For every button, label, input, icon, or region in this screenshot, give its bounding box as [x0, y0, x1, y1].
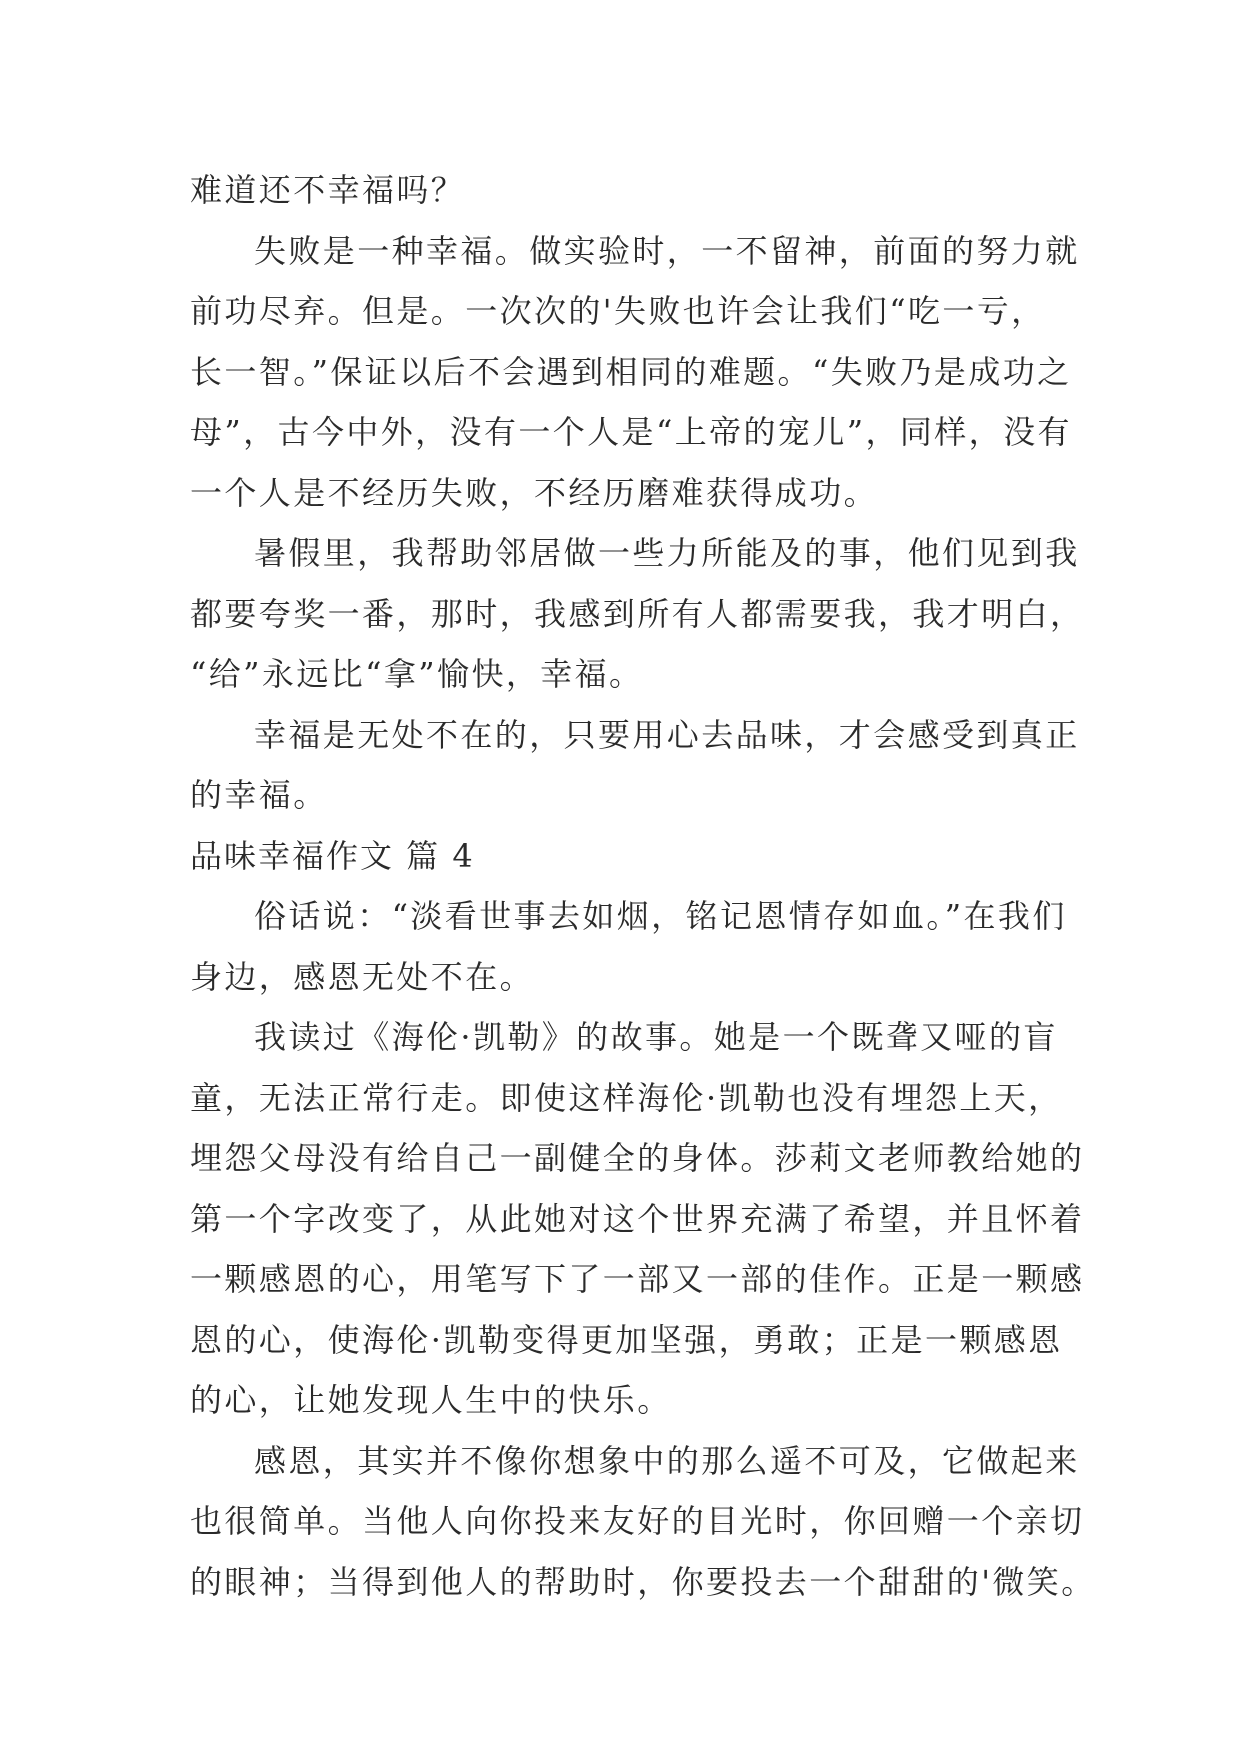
text-line: 俗话说：“淡看世事去如烟，铭记恩情存如血。”在我们 [254, 897, 1067, 935]
text-line: 的幸福。 [190, 776, 328, 814]
text-line: 的心，让她发现人生中的快乐。 [190, 1381, 672, 1419]
text-line: 感恩，其实并不像你想象中的那么遥不可及，它做起来 [254, 1441, 1080, 1480]
text-line: 长一智。”保证以后不会遇到相同的难题。“失败乃是成功之 [190, 352, 1072, 391]
text-line: 都要夸奖一番，那时，我感到所有人都需要我，我才明白， [190, 594, 1085, 633]
text-line: 一颗感恩的心，用笔写下了一部又一部的佳作。正是一颗感 [190, 1260, 1085, 1298]
text-line: 埋怨父母没有给自己一副健全的身体。莎莉文老师教给她的 [190, 1139, 1085, 1177]
text-line: 前功尽弃。但是。一次次的'失败也许会让我们“吃一亏， [190, 292, 1046, 330]
text-line: 失败是一种幸福。做实验时，一不留神，前面的努力就 [254, 231, 1080, 270]
text-line: 暑假里，我帮助邻居做一些力所能及的事，他们见到我 [254, 534, 1080, 572]
text-line: 恩的心，使海伦·凯勒变得更加坚强，勇敢；正是一颗感恩 [190, 1320, 1063, 1359]
text-line: 母”，古今中外，没有一个人是“上帝的宠儿”，同样，没有 [190, 413, 1072, 451]
text-line: 我读过《海伦·凯勒》的故事。她是一个既聋又哑的盲 [254, 1018, 1058, 1056]
text-line: 也很简单。当他人向你投来友好的目光时，你回赠一个亲切 [190, 1502, 1085, 1540]
text-line: 第一个字改变了，从此她对这个世界充满了希望，并且怀着 [190, 1199, 1085, 1238]
text-line: 的眼神；当得到他人的帮助时，你要投去一个甜甜的'微笑。 [190, 1562, 1096, 1601]
text-line: 幸福是无处不在的，只要用心去品味，才会感受到真正 [254, 715, 1080, 754]
text-line: 一个人是不经历失败，不经历磨难获得成功。 [190, 473, 879, 512]
text-line: 身边，感恩无处不在。 [190, 957, 535, 996]
document-body [190, 160, 1096, 1612]
text-line: “给”永远比“拿”愉快，幸福。 [190, 655, 644, 693]
text-line: 童，无法正常行走。即使这样海伦·凯勒也没有埋怨上天， [190, 1078, 1063, 1117]
text-line: 难道还不幸福吗？ [190, 171, 466, 209]
section-heading: 品味幸福作文 篇 4 [190, 836, 475, 875]
